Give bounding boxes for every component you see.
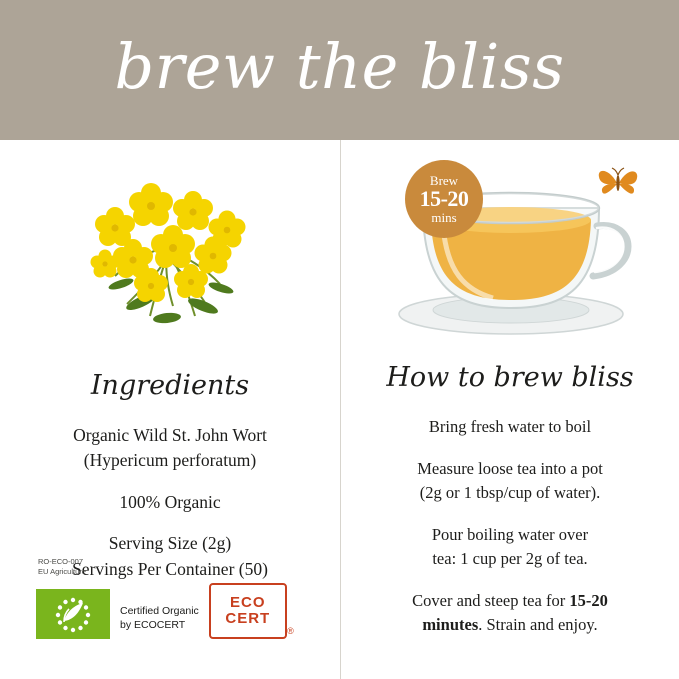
ingredients-column bbox=[0, 140, 340, 679]
brewing-steps-list bbox=[361, 415, 659, 636]
serving-size-line: Serving Size (2g) bbox=[108, 533, 232, 554]
ingredients-title: Ingredients bbox=[90, 370, 250, 401]
st-johns-wort-flowers-image bbox=[22, 156, 318, 356]
content-columns bbox=[0, 140, 679, 679]
glass-teacup-with-tea-image bbox=[361, 148, 659, 348]
ingredient-line: (Hypericum perforatum) bbox=[83, 450, 257, 471]
brew-title-wrap bbox=[361, 362, 659, 393]
ingredients-title-wrap bbox=[22, 370, 318, 401]
step-line: (2g or 1 tbsp/cup of water). bbox=[419, 482, 601, 502]
eu-organic-leaf-icon bbox=[36, 589, 110, 639]
badge-brew-label: Brew bbox=[429, 172, 459, 188]
list-item bbox=[361, 415, 659, 439]
step-line: tea: 1 cup per 2g of tea. bbox=[432, 548, 588, 568]
page-title: brew the bliss bbox=[114, 30, 565, 103]
badge-brew-unit: mins bbox=[431, 209, 457, 225]
badge-brew-time: 15-20 bbox=[419, 186, 469, 212]
step-text-prefix: Cover and steep tea for bbox=[412, 590, 570, 610]
step-line: Bring fresh water to boil bbox=[428, 417, 592, 436]
list-item bbox=[361, 589, 659, 637]
ecocert-line-1: ECO bbox=[230, 593, 266, 611]
list-item bbox=[22, 423, 318, 474]
step-bold-minutes: minutes bbox=[422, 614, 479, 634]
brewing-instructions-column bbox=[340, 140, 679, 679]
step-line: Pour boiling water over bbox=[431, 524, 589, 544]
eu-certification-code bbox=[38, 557, 86, 577]
ingredient-line: 100% Organic bbox=[119, 491, 221, 512]
ecocert-logo bbox=[209, 583, 295, 639]
servings-per-container-line: Servings Per Container (50) bbox=[72, 558, 268, 579]
list-item bbox=[361, 523, 659, 571]
brew-title: How to brew bliss bbox=[386, 362, 634, 393]
eu-agriculture-line: EU Agriculture bbox=[38, 567, 86, 577]
step-line: Measure loose tea into a pot bbox=[417, 458, 603, 478]
ecocert-line-2: CERT bbox=[225, 610, 271, 627]
ingredient-line: Organic Wild St. John Wort bbox=[73, 425, 267, 445]
step-bold-time: 15-20 bbox=[569, 590, 608, 610]
list-item bbox=[22, 490, 318, 515]
certified-organic-line: Certified Organic bbox=[120, 604, 199, 617]
header-banner bbox=[0, 0, 679, 140]
by-ecocert-line: by ECOCERT bbox=[120, 619, 186, 632]
registered-mark: ® bbox=[287, 626, 295, 637]
certification-text bbox=[120, 604, 199, 639]
brew-time-badge bbox=[405, 160, 483, 238]
step-text-suffix: . Strain and enjoy. bbox=[478, 614, 598, 634]
list-item bbox=[361, 457, 659, 505]
butterfly-icon bbox=[595, 166, 641, 200]
eu-code-line: RO-ECO-007 bbox=[38, 557, 84, 566]
